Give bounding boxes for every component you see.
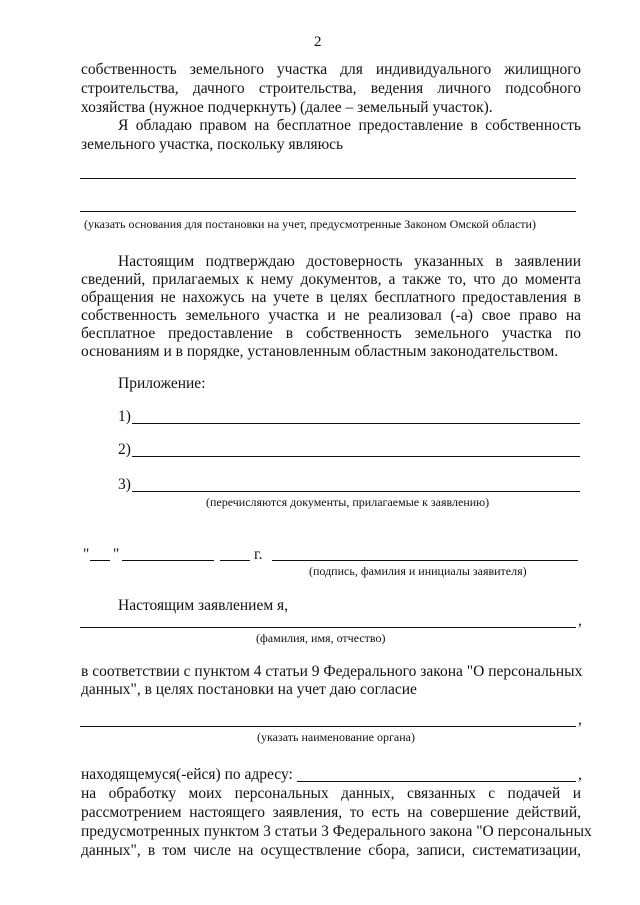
address-field[interactable] [297,781,576,782]
attachments-heading: Приложение: [118,375,206,392]
attachment-number-2: 2) [118,441,131,458]
paragraph-4-line-1: в соответствии с пунктом 4 статьи 9 Федерального закона "О персональных [81,663,583,680]
date-year-suffix: г. [254,546,263,563]
paragraph-2-line-1: Я обладаю правом на бесплатное предоставление в собственность [118,117,581,134]
paragraph-2-line-2: земельного участка, поскольку являюсь [81,136,344,153]
paragraph-5-line-3: предусмотренных пунктом 3 статьи 3 Федерального закона "О персональных [81,823,592,840]
basis-caption: (указать основания для постановки на учет, предусмотренные Законом Омской области) [84,217,536,231]
basis-field-line-2[interactable] [80,211,576,212]
paragraph-5-line-4: данных", в том числе на осуществление сбора, записи, систематизации, [81,842,581,859]
organ-caption: (указать наименование органа) [257,730,415,744]
paragraph-3-line-3: обращения не нахожусь на учете в целях бесплатного предоставления в [81,289,581,306]
attachment-field-2[interactable] [132,456,580,457]
date-quote-open: " [83,546,90,563]
signature-caption: (подпись, фамилия и инициалы заявителя) [309,564,527,578]
paragraph-1-line-1: собственность земельного участка для индивидуального жилищного [81,61,581,78]
paragraph-4-line-2: данных", в целях постановки на учет даю согласие [81,681,417,698]
signature-field[interactable] [272,560,578,561]
paragraph-3-line-1: Настоящим подтверждаю достоверность указанных в заявлении [118,253,581,270]
date-year-field[interactable] [220,560,250,561]
paragraph-3-line-4: собственность земельного участка и не реализовал (-а) свое право на [81,307,581,324]
paragraph-3-line-6: основаниям и в порядке, установленным областным законодательством. [81,343,559,360]
date-month-field[interactable] [122,560,214,561]
paragraph-5-line-2: рассмотрением настоящего заявления, то есть на совершение действий, [81,804,581,821]
paragraph-5-line-1: на обработку моих персональных данных, связанных с подачей и [81,785,581,802]
paragraph-3-line-2: сведений, прилагаемых к нему документов, а также то, что до момента [81,271,581,288]
address-label: находящемуся(-ейся) по адресу: [81,766,293,783]
fio-field[interactable] [80,627,576,628]
fio-caption: (фамилия, имя, отчество) [256,631,386,645]
address-field-comma: , [578,766,582,783]
date-quote-close: " [113,546,120,563]
paragraph-1-line-3: хозяйства (нужное подчеркнуть) (далее – земельный участок). [81,99,493,116]
basis-field-line-1[interactable] [80,178,576,179]
attachment-field-3[interactable] [132,491,580,492]
attachment-field-1[interactable] [132,423,580,424]
consent-intro: Настоящим заявлением я, [118,597,289,614]
page-number: 2 [314,34,322,50]
organ-field[interactable] [80,726,576,727]
organ-field-comma: , [578,711,582,728]
paragraph-1-line-2: строительства, дачного строительства, ведения личного подсобного [81,80,581,97]
date-day-field[interactable] [90,560,110,561]
attachment-number-3: 3) [118,476,131,493]
paragraph-3-line-5: бесплатное предоставление в собственность земельного участка по [81,325,581,342]
attachment-number-1: 1) [118,408,131,425]
attachments-caption: (перечисляются документы, прилагаемые к заявлению) [206,495,490,509]
fio-field-comma: , [578,612,582,629]
